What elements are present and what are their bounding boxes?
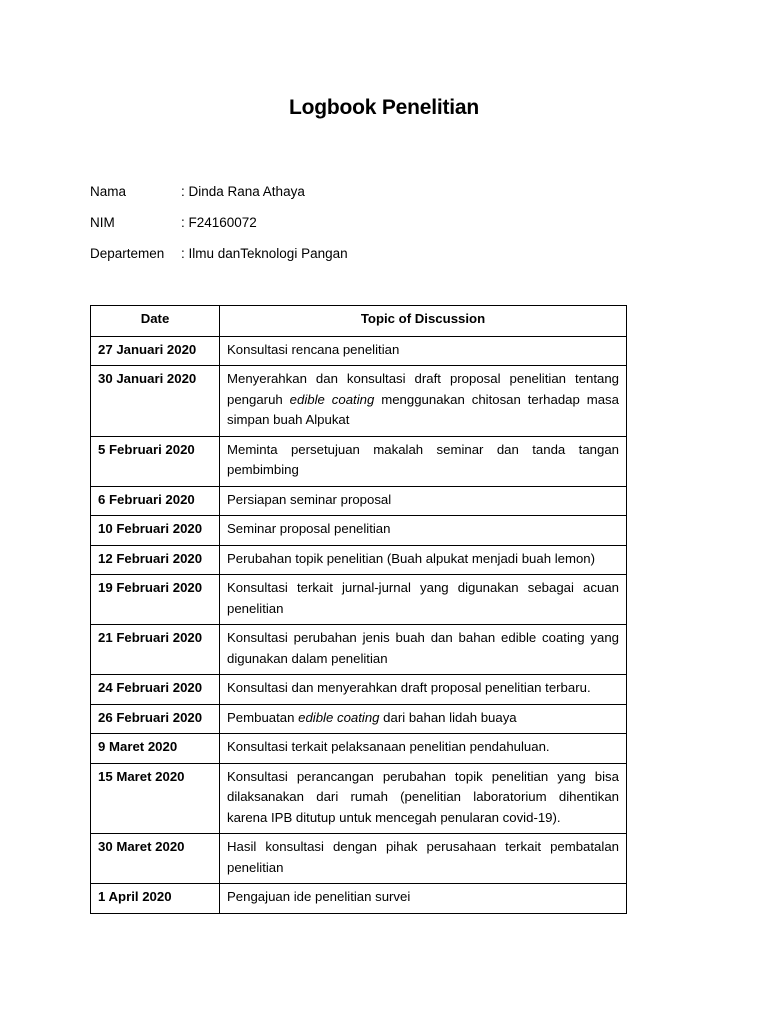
topic-text: Konsultasi perubahan jenis buah dan bahan edible coating yang digunakan dalam penelitian	[227, 630, 619, 666]
row-topic	[220, 675, 627, 705]
row-date: 27 Januari 2020	[91, 336, 220, 366]
logbook-table-body	[91, 336, 627, 913]
departemen-value: : Ilmu danTeknologi Pangan	[181, 246, 348, 261]
table-row	[91, 575, 627, 625]
table-row	[91, 336, 627, 366]
row-topic	[220, 704, 627, 734]
table-row	[91, 545, 627, 575]
topic-text: Meminta persetujuan makalah seminar dan tanda tangan pembimbing	[227, 441, 619, 477]
row-date: 15 Maret 2020	[91, 763, 220, 834]
table-row	[91, 675, 627, 705]
topic-column-header: Topic of Discussion	[220, 306, 627, 337]
row-topic	[220, 575, 627, 625]
topic-text: menggunakan chitosan terhadap masa simpan buah Alpukat	[227, 391, 619, 427]
topic-text: Pembuatan	[227, 709, 299, 725]
topic-text: Konsultasi terkait jurnal-jurnal yang digunakan sebagai acuan penelitian	[227, 580, 619, 616]
table-row	[91, 366, 627, 437]
row-date: 5 Februari 2020	[91, 436, 220, 486]
table-row	[91, 763, 627, 834]
table-row	[91, 516, 627, 546]
nama-label: Nama	[90, 184, 127, 199]
departemen-label: Departemen	[90, 246, 165, 261]
row-date: 30 Januari 2020	[91, 366, 220, 437]
logbook-table	[90, 305, 627, 914]
row-topic	[220, 366, 627, 437]
row-date: 26 Februari 2020	[91, 704, 220, 734]
table-row	[91, 625, 627, 675]
table-row	[91, 834, 627, 884]
table-row	[91, 704, 627, 734]
topic-text: Hasil konsultasi dengan pihak perusahaan terkait pembatalan penelitian	[227, 839, 619, 875]
row-topic	[220, 884, 627, 914]
topic-text: Seminar proposal penelitian	[227, 521, 391, 536]
row-date: 10 Februari 2020	[91, 516, 220, 546]
table-row	[91, 884, 627, 914]
row-topic	[220, 436, 627, 486]
row-topic	[220, 545, 627, 575]
row-date: 1 April 2020	[91, 884, 220, 914]
row-date: 24 Februari 2020	[91, 675, 220, 705]
page-title: Logbook Penelitian	[288, 96, 480, 119]
table-row	[91, 436, 627, 486]
row-date: 19 Februari 2020	[91, 575, 220, 625]
topic-text: Konsultasi rencana penelitian	[227, 341, 400, 357]
row-topic	[220, 763, 627, 834]
topic-italic-term: edible coating	[298, 709, 380, 725]
topic-text: Konsultasi terkait pelaksanaan penelitian pendahuluan.	[227, 739, 550, 754]
topic-text: Persiapan seminar proposal	[227, 491, 392, 507]
row-date: 21 Februari 2020	[91, 625, 220, 675]
date-column-header: Date	[91, 306, 220, 337]
nama-value: : Dinda Rana Athaya	[181, 184, 305, 199]
table-header-row	[91, 306, 627, 337]
row-date: 12 Februari 2020	[91, 545, 220, 575]
table-row	[91, 486, 627, 516]
nim-value: : F24160072	[181, 215, 257, 230]
row-date: 9 Maret 2020	[91, 734, 220, 764]
nim-label: NIM	[90, 215, 115, 230]
topic-text: Perubahan topik penelitian (Buah alpukat menjadi buah lemon)	[227, 550, 596, 566]
topic-text: Konsultasi dan menyerahkan draft proposal penelitian terbaru.	[227, 680, 591, 695]
topic-text: Pengajuan ide penelitian survei	[227, 889, 411, 904]
row-date: 30 Maret 2020	[91, 834, 220, 884]
row-topic	[220, 625, 627, 675]
row-topic	[220, 734, 627, 764]
topic-text: Konsultasi perancangan perubahan topik penelitian yang bisa dilaksanakan dari rumah (penelitian laboratorium dihentikan karena IPB ditutup untuk mencegah penularan covid-19).	[227, 768, 619, 825]
topic-text: dari bahan lidah buaya	[379, 709, 517, 725]
row-topic	[220, 336, 627, 366]
row-topic	[220, 516, 627, 546]
row-date: 6 Februari 2020	[91, 486, 220, 516]
topic-text: Menyerahkan dan konsultasi draft proposal penelitian tentang pengaruh	[227, 371, 619, 407]
table-row	[91, 734, 627, 764]
row-topic	[220, 486, 627, 516]
topic-italic-term: edible coating	[289, 391, 375, 407]
row-topic	[220, 834, 627, 884]
